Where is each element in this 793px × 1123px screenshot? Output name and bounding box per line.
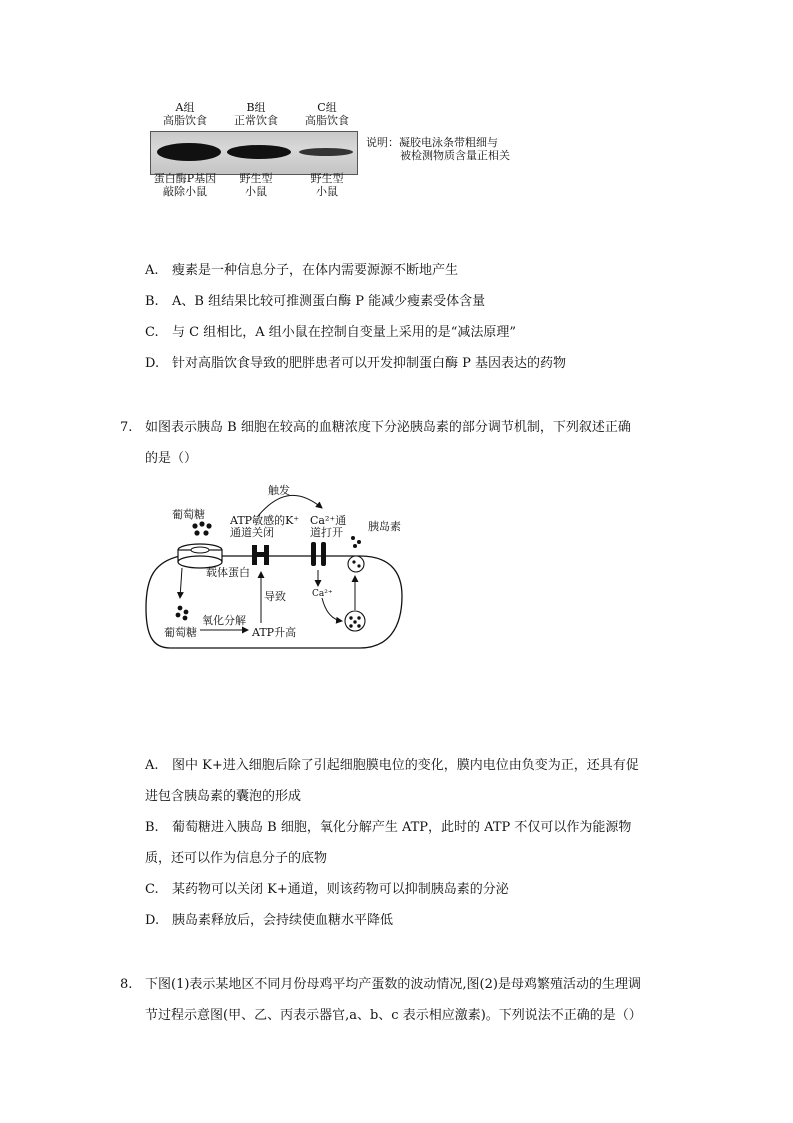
gel-col-c-mouse2: 小鼠 xyxy=(316,185,338,198)
gel-col-c-group: C组 xyxy=(317,101,337,114)
q6-option-c-letter: C. xyxy=(145,325,159,340)
label-cause: 导致 xyxy=(264,590,286,603)
q7-option-d-letter: D. xyxy=(145,913,160,928)
gel-note xyxy=(366,136,510,162)
gel-image xyxy=(150,131,358,175)
q7-number: 7. xyxy=(120,420,133,435)
q6-option-d-letter: D. xyxy=(145,356,160,371)
trigger-arrow xyxy=(258,495,322,516)
q8-stem-line1: 下图(1)表示某地区不同月份母鸡平均产蛋数的波动情况,图(2)是母鸡繁殖活动的生理调 xyxy=(145,977,641,992)
label-atp-channel-2: 通道关闭 xyxy=(230,526,274,539)
glucose-molecules-icon xyxy=(192,521,211,535)
insulin-vesicle-icon xyxy=(345,611,365,631)
label-insulin: 胰岛素 xyxy=(368,520,401,533)
gel-band-c xyxy=(299,148,353,156)
label-carrier: 载体蛋白 xyxy=(206,566,250,579)
ca-channel-icon xyxy=(311,542,326,566)
q7-option-c-letter: C. xyxy=(145,882,159,897)
q8-number: 8. xyxy=(120,977,133,992)
gel-col-b-diet: 正常饮食 xyxy=(234,114,278,127)
carrier-to-glucose-arrow xyxy=(180,568,182,598)
ca-to-vesicle-arrow xyxy=(322,598,342,621)
label-trigger: 触发 xyxy=(268,484,290,497)
gel-band-b xyxy=(227,145,291,159)
q7-option-a-line1: 图中 K+进入细胞后除了引起细胞膜电位的变化，膜内电位由负变为正，还具有促 xyxy=(172,758,639,773)
label-glucose-top: 葡萄糖 xyxy=(172,508,205,521)
gel-col-b-mouse2: 小鼠 xyxy=(245,185,267,198)
gel-col-a-mouse2: 敲除小鼠 xyxy=(163,185,207,198)
q6-option-c-text: 与 C 组相比，A 组小鼠在控制自变量上采用的是“减法原理” xyxy=(172,325,517,340)
gel-col-b-mouse1: 野生型 xyxy=(239,172,273,185)
q7-option-b-line1: 葡萄糖进入胰岛 B 细胞，氧化分解产生 ATP，此时的 ATP 不仅可以作为能源物 xyxy=(172,820,632,835)
gel-col-b-group: B组 xyxy=(246,101,266,114)
q6-option-b-letter: B. xyxy=(145,294,159,309)
q8-stem-line2: 节过程示意图(甲、乙、丙表示器官,a、b、c 表示相应激素)。下列说法不正确的是（） xyxy=(145,1008,642,1023)
q7-option-b-letter: B. xyxy=(145,820,159,835)
insulin-secretion-diagram xyxy=(140,478,410,664)
label-oxidation: 氧化分解 xyxy=(202,614,246,627)
gel-col-c-mouse1: 野生型 xyxy=(310,172,344,185)
q7-option-a-letter: A. xyxy=(145,758,159,773)
k-channel-icon xyxy=(252,545,269,565)
gel-col-c-diet: 高脂饮食 xyxy=(305,114,349,127)
q7-option-b-line2: 质，还可以作为信息分子的底物 xyxy=(145,851,328,866)
q7-option-d-line1: 胰岛素释放后，会持续使血糖水平降低 xyxy=(172,913,394,928)
q6-option-d-text: 针对高脂饮食导致的肥胖患者可以开发抑制蛋白酶 P 基因表达的药物 xyxy=(172,356,567,371)
carrier-protein-icon xyxy=(178,544,222,568)
gel-col-a-diet: 高脂饮食 xyxy=(163,114,207,127)
label-atp-channel-1: ATP敏感的K⁺ xyxy=(230,514,300,527)
q7-option-a-line2: 进包含胰岛素的囊泡的形成 xyxy=(145,789,302,804)
q6-option-a-letter: A. xyxy=(145,263,159,278)
label-ca-ion: Ca²⁺ xyxy=(312,589,333,599)
insulin-molecules-icon xyxy=(351,536,361,548)
label-ca-channel-1: Ca²⁺通 xyxy=(310,514,347,527)
q6-option-b-text: A、B 组结果比较可推测蛋白酶 P 能减少瘦素受体含量 xyxy=(172,294,486,309)
q6-option-a-text: 瘦素是一种信息分子，在体内需要源源不断地产生 xyxy=(172,263,459,278)
gel-col-a-mouse1: 蛋白酶P基因 xyxy=(153,172,217,185)
q7-option-c-line1: 某药物可以关闭 K+通道，则该药物可以抑制胰岛素的分泌 xyxy=(172,882,509,897)
glucose-inside-icon xyxy=(176,606,189,621)
gel-note-line1: 说明：凝胶电泳条带粗细与 xyxy=(366,136,498,149)
gel-note-line2: 被检测物质含量正相关 xyxy=(400,149,510,162)
gel-col-a-group: A组 xyxy=(175,101,195,114)
secreting-vesicle-icon xyxy=(348,556,364,572)
q7-stem-line1: 如图表示胰岛 B 细胞在较高的血糖浓度下分泌胰岛素的部分调节机制，下列叙述正确 xyxy=(145,420,631,435)
q7-stem-line2: 的是（） xyxy=(145,451,198,466)
label-ca-channel-2: 道打开 xyxy=(310,526,343,539)
label-glucose-bottom: 葡萄糖 xyxy=(164,626,197,639)
gel-band-a xyxy=(157,143,221,161)
label-atp-rise: ATP升高 xyxy=(252,626,297,639)
